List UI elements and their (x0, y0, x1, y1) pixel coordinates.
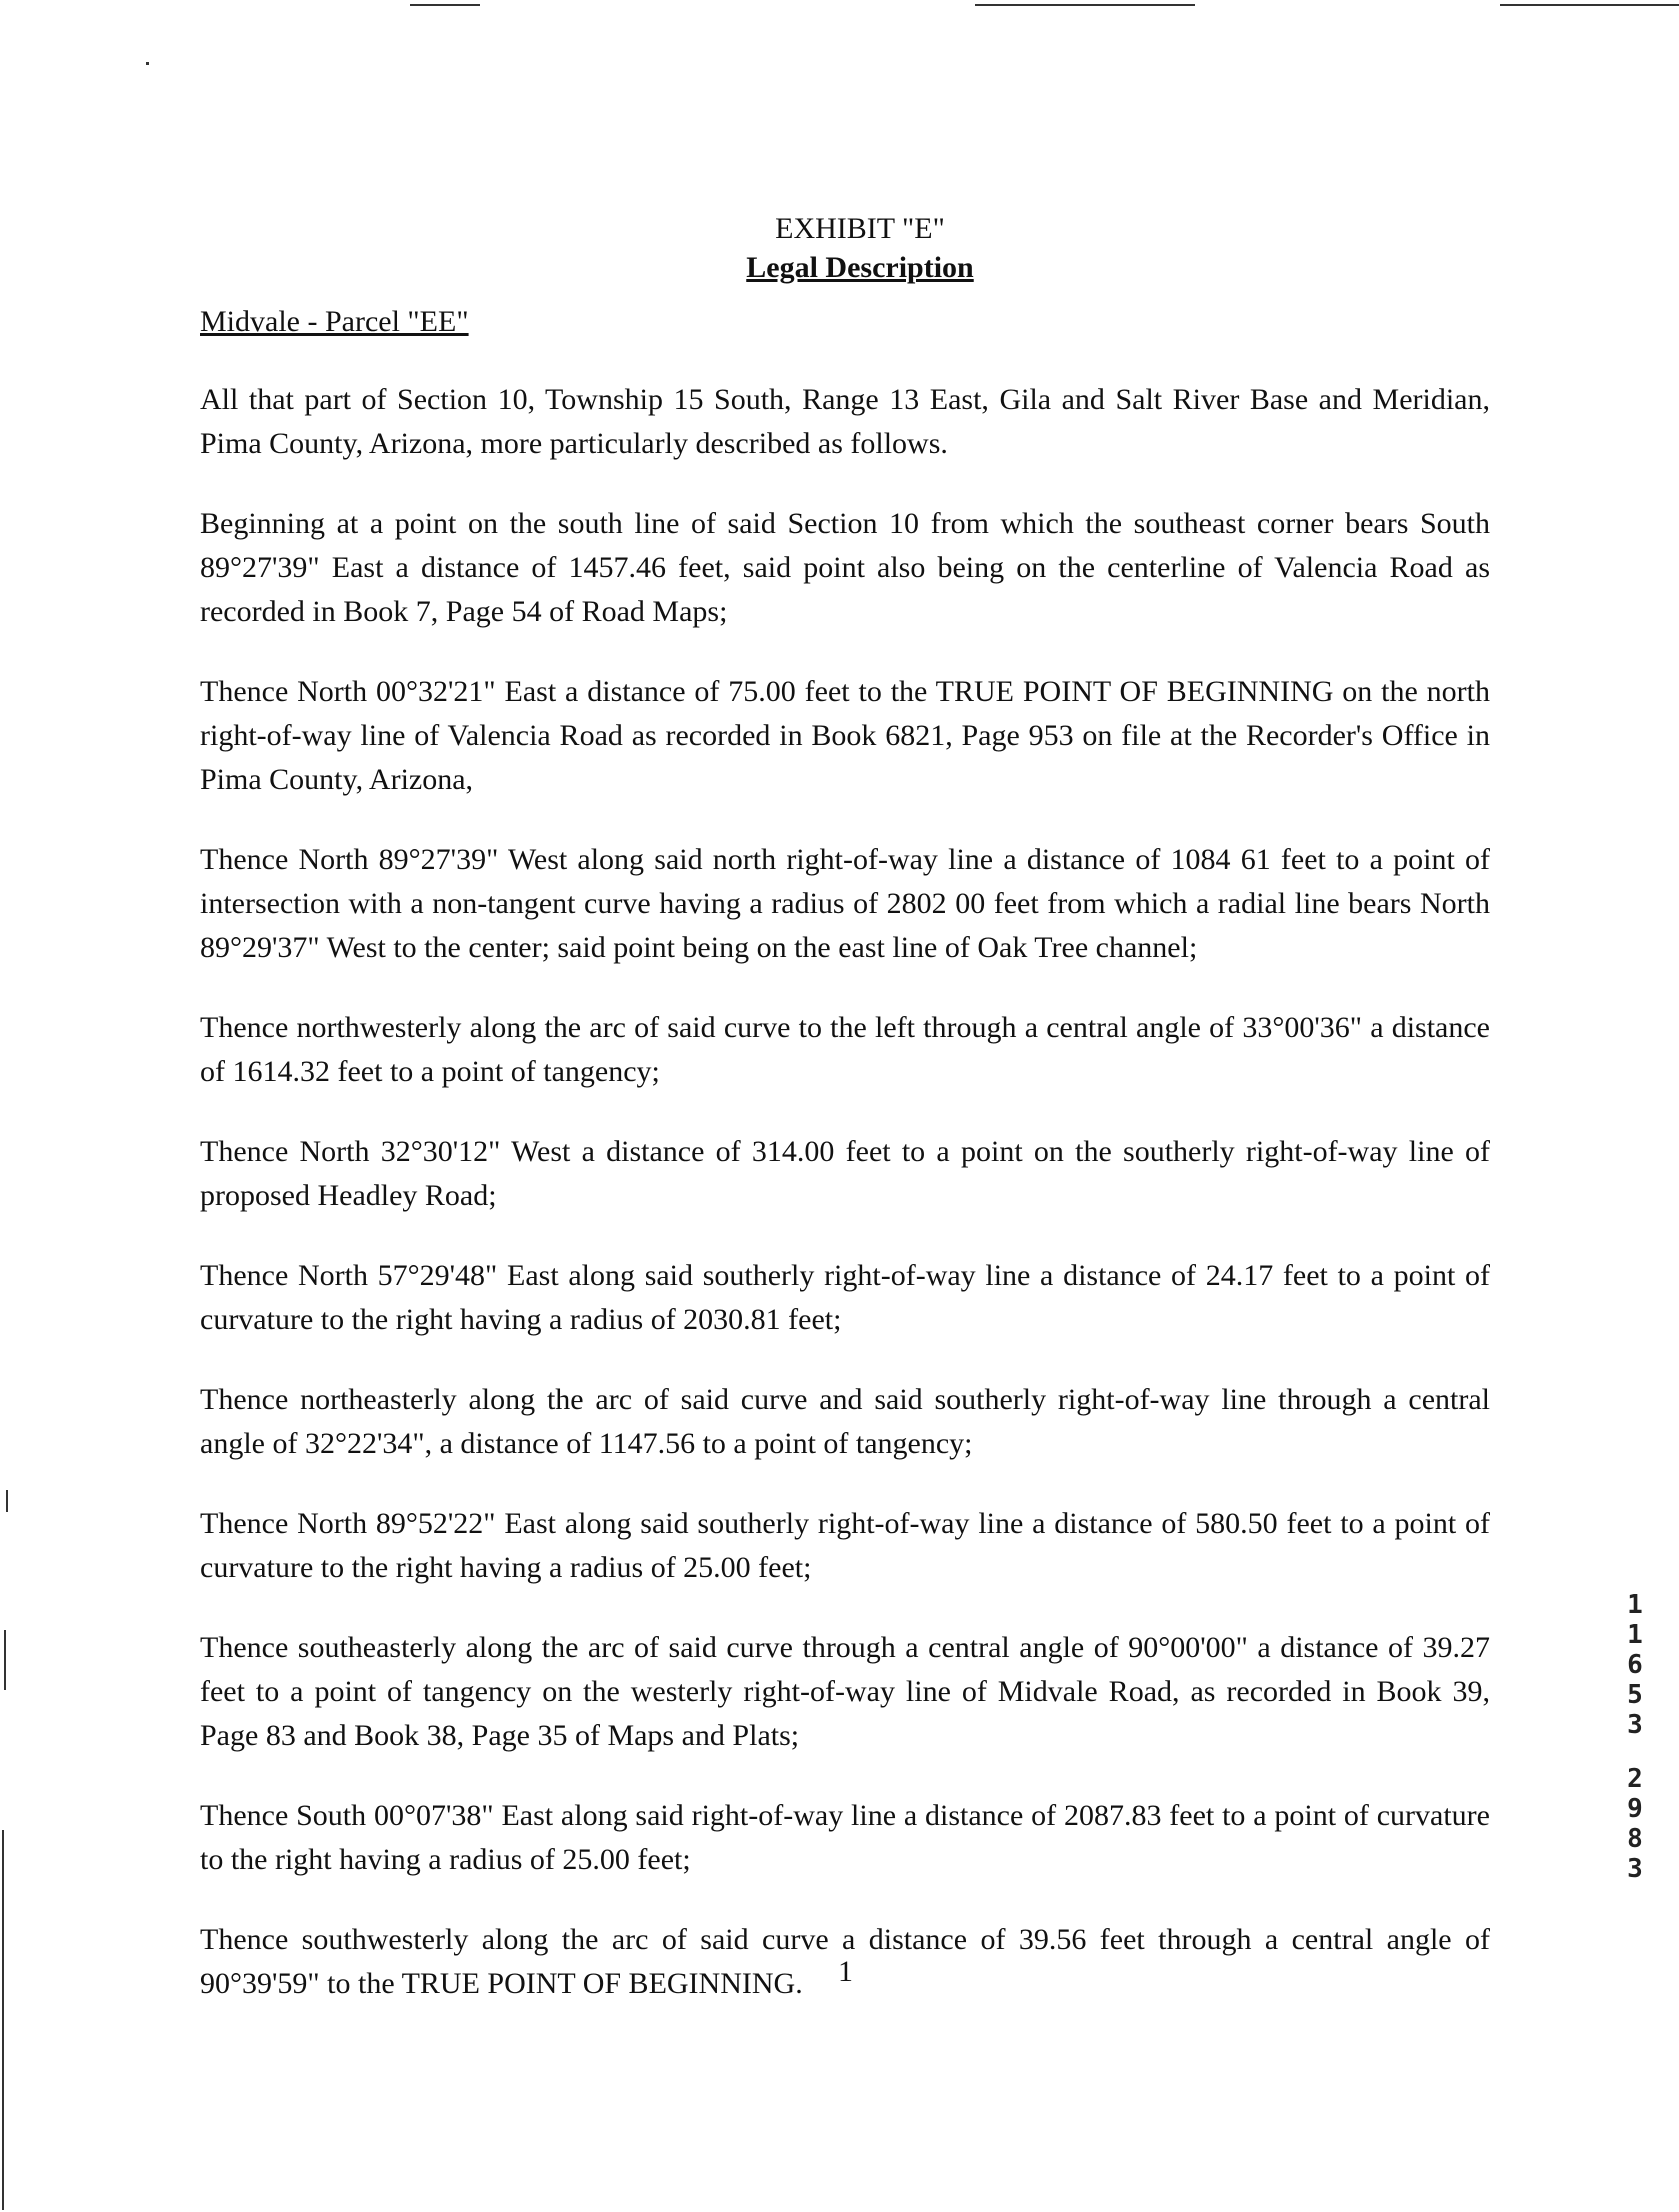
stamp-digit: 9 (1627, 1794, 1643, 1824)
stamp-digit: 3 (1627, 1710, 1643, 1740)
scan-margin-mark-3 (2, 1830, 4, 2210)
page-number: 1 (838, 1955, 853, 1988)
scan-speck (146, 62, 149, 65)
stamp-digit: 1 (1627, 1620, 1643, 1650)
stamp-digit: 3 (1627, 1854, 1643, 1884)
paragraph: Thence South 00°07'38" East along said right-of-way line a distance of 2087.83 feet to a point of curvature to the right having a radius of 25.00 feet; (200, 1799, 1490, 1876)
paragraph: Thence southwesterly along the arc of said curve a distance of 39.56 feet through a central angle of 90°39'59" to the TRUE POINT OF BEGINNING. (200, 1923, 1490, 2000)
recording-stamp (1622, 1590, 1648, 1884)
exhibit-title: EXHIBIT "E" (775, 212, 945, 245)
stamp-digit: 6 (1627, 1650, 1643, 1680)
stamp-digit: 5 (1627, 1680, 1643, 1710)
parcel-name: Midvale - Parcel "EE" (200, 305, 469, 338)
scan-edge-line-1 (410, 4, 480, 6)
scan-margin-mark-2 (4, 1630, 6, 1690)
stamp-gap (1622, 1740, 1648, 1764)
stamp-digit: 1 (1627, 1590, 1643, 1620)
paragraph: Thence northeasterly along the arc of said curve and said southerly right-of-way line through a central angle of 32°22'34", a distance of 1147.56 to a point of tangency; (200, 1383, 1490, 1460)
paragraph: Thence North 89°27'39" West along said north right-of-way line a distance of 1084 61 feet to a point of intersection with a non-tangent curve having a radius of 2802 00 feet from which a radial line bears North 89°29'37" West to the center; said point being on the east line of Oak Tree channel; (200, 843, 1490, 964)
scan-edge-line-2 (975, 4, 1195, 6)
document-page (200, 210, 1500, 2006)
paragraph: Thence North 32°30'12" West a distance of 314.00 feet to a point on the southerly right-of-way line of proposed Headley Road; (200, 1135, 1490, 1212)
document-header (220, 210, 1500, 288)
paragraph: Thence southeasterly along the arc of said curve through a central angle of 90°00'00" a distance of 39.27 feet to a point of tangency on the westerly right-of-way line of Midvale Road, as recorded in Book 39, Page 83 and Book 38, Page 35 of Maps and Plats; (200, 1631, 1490, 1752)
document-subtitle: Legal Description (746, 251, 974, 284)
paragraph: Thence North 89°52'22" East along said southerly right-of-way line a distance of 580.50 feet to a point of curvature to the right having a radius of 25.00 feet; (200, 1507, 1490, 1584)
paragraph: Thence North 57°29'48" East along said southerly right-of-way line a distance of 24.17 feet to a point of curvature to the right having a radius of 2030.81 feet; (200, 1259, 1490, 1336)
paragraph: All that part of Section 10, Township 15 South, Range 13 East, Gila and Salt River Base and Meridian, Pima County, Arizona, more particularly described as follows. (200, 383, 1490, 460)
paragraph: Beginning at a point on the south line of said Section 10 from which the southeast corner bears South 89°27'39" East a distance of 1457.46 feet, said point also being on the centerline of Valencia Road as recorded in Book 7, Page 54 of Road Maps; (200, 507, 1490, 628)
scan-margin-mark-1 (6, 1490, 8, 1512)
paragraph: Thence northwesterly along the arc of said curve to the left through a central angle of 33°00'36" a distance of 1614.32 feet to a point of tangency; (200, 1011, 1490, 1088)
scan-edge-line-3 (1500, 4, 1679, 6)
stamp-digit: 2 (1627, 1764, 1643, 1794)
stamp-digit: 8 (1627, 1824, 1643, 1854)
paragraph: Thence North 00°32'21" East a distance of 75.00 feet to the TRUE POINT OF BEGINNING on the north right-of-way line of Valencia Road as recorded in Book 6821, Page 953 on file at the Recorder's Office in Pima County, Arizona, (200, 675, 1490, 796)
